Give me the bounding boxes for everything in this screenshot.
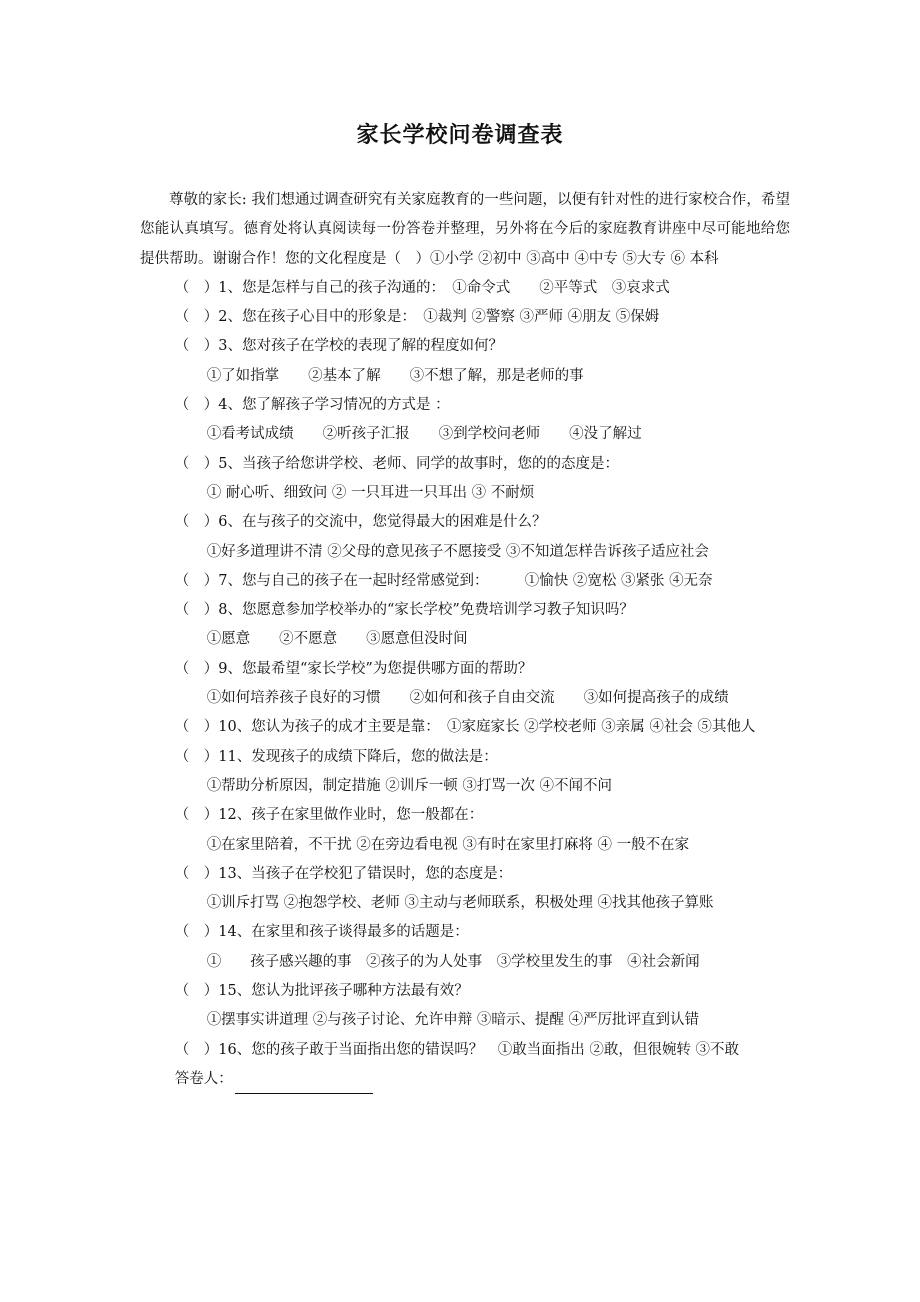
question-5-options: ① 耐心听、细致问 ② 一只耳进一只耳出 ③ 不耐烦 <box>206 484 535 501</box>
page-title: 家长学校问卷调查表 <box>356 123 564 148</box>
question-4-options: ①看考试成绩 ②听孩子汇报 ③到学校问老师 ④没了解过 <box>206 426 642 443</box>
question-15-options: ①摆事实讲道理 ②与孩子讨论、允许申辩 ③暗示、提醒 ④严厉批评直到认错 <box>206 1012 700 1029</box>
question-7: （ ）7、您与自己的孩子在一起时经常感觉到： ①愉快 ②宽松 ③紧张 ④无奈 <box>174 572 713 589</box>
signature-row <box>140 1065 790 1094</box>
signature-blank-line[interactable] <box>235 1075 373 1094</box>
question-13: （ ）13、当孩子在学校犯了错误时，您的态度是： <box>174 865 513 882</box>
signature-label: 答卷人： <box>174 1070 233 1087</box>
question-10: （ ）10、您认为孩子的成才主要是靠： ①家庭家长 ②学校老师 ③亲属 ④社会 ⑤其他人 <box>174 719 756 736</box>
question-4: （ ）4、您了解孩子学习情况的方式是 ： <box>174 397 450 414</box>
question-3: （ ）3、您对孩子在学校的表现了解的程度如何？ <box>174 338 504 355</box>
question-14-options: ① 孩子感兴趣的事 ②孩子的为人处事 ③学校里发生的事 ④社会新闻 <box>206 953 700 970</box>
question-3-options: ①了如指掌 ②基本了解 ③不想了解，那是老师的事 <box>206 367 584 384</box>
question-9-options: ①如何培养孩子良好的习惯 ②如何和孩子自由交流 ③如何提高孩子的成绩 <box>206 690 729 707</box>
question-12-options: ①在家里陪着，不干扰 ②在旁边看电视 ③有时在家里打麻将 ④ 一般不在家 <box>206 836 690 853</box>
question-8-options: ①愿意 ②不愿意 ③愿意但没时间 <box>206 631 468 648</box>
question-14: （ ）14、在家里和孩子谈得最多的话题是： <box>174 924 469 941</box>
intro-paragraph: 尊敬的家长: 我们想通过调查研究有关家庭教育的一些问题，以便有针对性的进行家校合作，希望您能认真填写。德育处将认真阅读每一份答卷并整理，另外将在今后的家庭教育讲座中尽可能地给您提供帮助。谢谢合作！您的文化程度是（ ）①小学 ②初中 ③高中 ④中专 ⑤大专 ⑥ 本科 <box>140 192 790 267</box>
question-8: （ ）8、您愿意参加学校举办的“家长学校”免费培训学习教子知识吗？ <box>174 602 634 619</box>
survey-body <box>140 186 790 1094</box>
question-11-options: ①帮助分析原因，制定措施 ②训斥一顿 ③打骂一次 ④不闻不问 <box>206 777 613 794</box>
question-12: （ ）12、孩子在家里做作业时，您一般都在： <box>174 807 484 824</box>
question-1: （ ）1、您是怎样与自己的孩子沟通的： ①命令式 ②平等式 ③哀求式 <box>174 279 670 296</box>
question-2: （ ）2、您在孩子心目中的形象是： ①裁判 ②警察 ③严师 ④朋友 ⑤保姆 <box>174 309 660 326</box>
question-13-options: ①训斥打骂 ②抱怨学校、老师 ③主动与老师联系，积极处理 ④找其他孩子算账 <box>206 895 714 912</box>
question-15: （ ）15、您认为批评孩子哪种方法最有效？ <box>174 983 469 1000</box>
question-6-options: ①好多道理讲不清 ②父母的意见孩子不愿接受 ③不知道怎样告诉孩子适应社会 <box>206 543 709 560</box>
question-6: （ ）6、在与孩子的交流中，您觉得最大的困难是什么？ <box>174 514 547 531</box>
question-16: （ ）16、您的孩子敢于当面指出您的错误吗？ ①敢当面指出 ②敢，但很婉转 ③不敢 <box>174 1041 739 1058</box>
question-list <box>140 274 790 1065</box>
question-5: （ ）5、当孩子给您讲学校、老师、同学的故事时，您的的态度是： <box>174 455 620 472</box>
question-11: （ ）11、发现孩子的成绩下降后，您的做法是： <box>174 748 498 765</box>
question-9: （ ）9、您最希望“家长学校”为您提供哪方面的帮助？ <box>174 660 533 677</box>
